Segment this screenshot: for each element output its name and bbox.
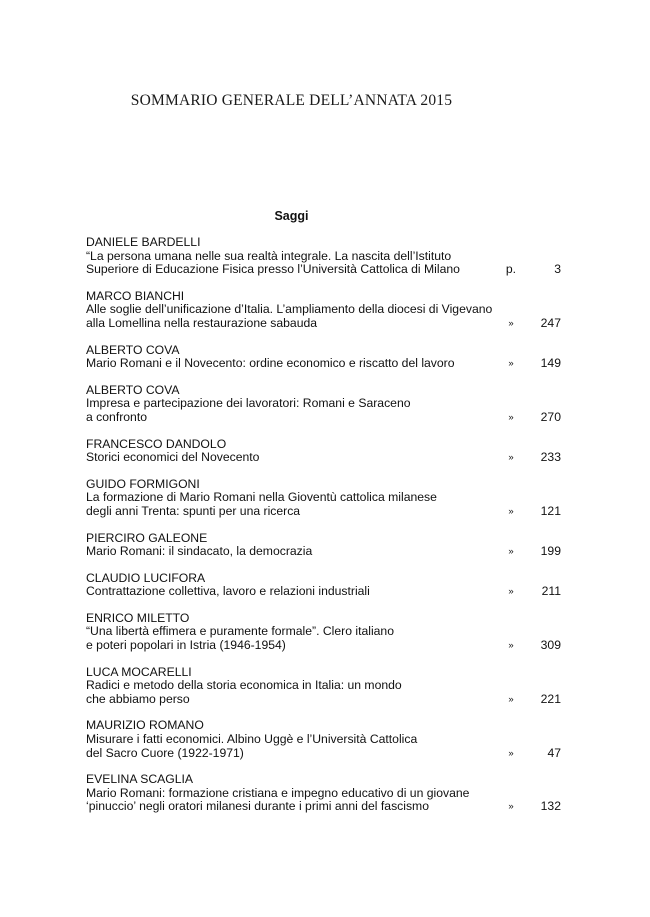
page-number: 211 bbox=[541, 584, 561, 599]
entry-title-text: ‘pinuccio’ negli oratori milanesi durante i primi anni del fascismo bbox=[86, 799, 429, 814]
toc-entry bbox=[86, 384, 561, 425]
toc-entry bbox=[86, 773, 561, 814]
page-number: 221 bbox=[540, 691, 561, 706]
entry-author: ALBERTO COVA bbox=[86, 342, 180, 357]
toc-entry bbox=[86, 572, 561, 599]
entry-title-text: alla Lomellina nella restaurazione sabauda bbox=[86, 315, 318, 330]
entry-author: GUIDO FORMIGONI bbox=[86, 476, 200, 491]
entry-title-text: La formazione di Mario Romani nella Gioventù cattolica milanese bbox=[86, 490, 437, 505]
entry-title-text: del Sacro Cuore (1922-1971) bbox=[86, 745, 244, 760]
entry-author: MAURIZIO ROMANO bbox=[86, 718, 204, 733]
page-number: 3 bbox=[554, 262, 561, 277]
entry-title-text: Contrattazione collettiva, lavoro e relazioni industriali bbox=[86, 584, 370, 599]
entry-title-line bbox=[86, 303, 561, 317]
page-ref-marker: » bbox=[508, 358, 514, 370]
entry-author: MARCO BIANCHI bbox=[86, 288, 185, 303]
entry-title-text: degli anni Trenta: spunti per una ricerca bbox=[86, 503, 301, 518]
page-ref-marker: » bbox=[508, 801, 514, 813]
entry-title-line bbox=[86, 625, 561, 639]
page-ref-marker: » bbox=[508, 452, 514, 464]
toc-entry bbox=[86, 666, 561, 707]
toc-entry bbox=[86, 438, 561, 465]
entry-author: ALBERTO COVA bbox=[86, 382, 180, 397]
entry-title-text: che abbiamo perso bbox=[86, 691, 190, 706]
entry-title-line bbox=[86, 505, 561, 519]
entry-title-text: e poteri popolari in Istria (1946-1954) bbox=[86, 638, 286, 653]
page-ref-marker: » bbox=[508, 747, 514, 759]
page-ref-marker: » bbox=[508, 586, 514, 598]
page-ref-marker: » bbox=[508, 505, 514, 517]
page-number: 233 bbox=[540, 450, 561, 465]
entry-title-line bbox=[86, 747, 561, 761]
entry-author: LUCA MOCARELLI bbox=[86, 664, 192, 679]
toc-entry bbox=[86, 290, 561, 331]
page-number: 132 bbox=[540, 799, 561, 814]
page-number: 199 bbox=[540, 544, 561, 559]
toc-entry bbox=[86, 532, 561, 559]
entry-title-line bbox=[86, 693, 561, 707]
entry-title-line bbox=[86, 679, 561, 693]
entry-title-line bbox=[86, 411, 561, 425]
page-ref-marker: » bbox=[508, 640, 514, 652]
entry-author: ENRICO MILETTO bbox=[86, 610, 190, 625]
entry-title-text: Mario Romani: il sindacato, la democrazia bbox=[86, 544, 313, 559]
entry-author: PIERCIRO GALEONE bbox=[86, 530, 208, 545]
entry-title-line bbox=[86, 317, 561, 331]
entry-title-text: Mario Romani: formazione cristiana e impegno educativo di un giovane bbox=[86, 785, 470, 800]
entry-title-line bbox=[86, 733, 561, 747]
entry-author: DANIELE BARDELLI bbox=[86, 235, 201, 249]
entry-title-line bbox=[86, 585, 561, 599]
page-number: 247 bbox=[540, 315, 561, 330]
entry-title-text: Mario Romani e il Novecento: ordine economico e riscatto del lavoro bbox=[86, 356, 455, 371]
entry-title-line bbox=[86, 787, 561, 801]
entry-title-line bbox=[86, 800, 561, 814]
entry-title-text: a confronto bbox=[86, 409, 147, 424]
page-number: 270 bbox=[540, 409, 561, 424]
section-heading: Saggi bbox=[274, 209, 309, 223]
toc-entry bbox=[86, 344, 561, 371]
entry-title-line bbox=[86, 491, 561, 505]
entry-author: EVELINA SCAGLIA bbox=[86, 772, 194, 787]
entry-title-text: Alle soglie dell’unificazione d’Italia. L’ampliamento della diocesi di Vigevano bbox=[86, 302, 493, 317]
entry-title-line bbox=[86, 451, 561, 465]
page-number: 47 bbox=[547, 745, 561, 760]
entry-title-line bbox=[86, 545, 561, 559]
page-number: 309 bbox=[540, 638, 561, 653]
entry-author: FRANCESCO DANDOLO bbox=[86, 436, 227, 451]
page-number: 121 bbox=[540, 503, 561, 518]
toc-entry bbox=[86, 612, 561, 653]
entry-title-line bbox=[86, 263, 561, 277]
entry-title-line bbox=[86, 639, 561, 653]
page-ref-marker: p. bbox=[505, 262, 517, 277]
entry-title-line bbox=[86, 397, 561, 411]
entry-title-text: Storici economici del Novecento bbox=[86, 450, 260, 465]
entry-title-text: Misurare i fatti economici. Albino Uggè e l’Università Cattolica bbox=[86, 732, 418, 747]
page-title: SOMMARIO GENERALE DELL’ANNATA 2015 bbox=[130, 92, 453, 109]
toc-entry bbox=[86, 478, 561, 519]
page-ref-marker: » bbox=[508, 546, 514, 558]
entry-title-text: Impresa e partecipazione dei lavoratori: Romani e Saraceno bbox=[86, 396, 411, 411]
page-ref-marker: » bbox=[508, 693, 514, 705]
page-ref-marker: » bbox=[508, 411, 514, 423]
entry-title-text: Radici e metodo della storia economica in Italia: un mondo bbox=[86, 678, 402, 693]
table-of-contents bbox=[86, 236, 561, 827]
page-ref-marker: » bbox=[508, 317, 514, 329]
page-number: 149 bbox=[540, 356, 561, 371]
entry-title-text: Superiore di Educazione Fisica presso l’Università Cattolica di Milano bbox=[86, 262, 460, 277]
entry-title-line bbox=[86, 250, 561, 264]
entry-title-line bbox=[86, 357, 561, 371]
entry-title-text: “La persona umana nelle sua realtà integrale. La nascita dell’Istituto bbox=[86, 248, 452, 263]
entry-author: CLAUDIO LUCIFORA bbox=[86, 570, 206, 585]
toc-entry bbox=[86, 719, 561, 760]
entry-title-text: “Una libertà effimera e puramente formale”. Clero italiano bbox=[86, 624, 394, 639]
toc-entry bbox=[86, 236, 561, 277]
